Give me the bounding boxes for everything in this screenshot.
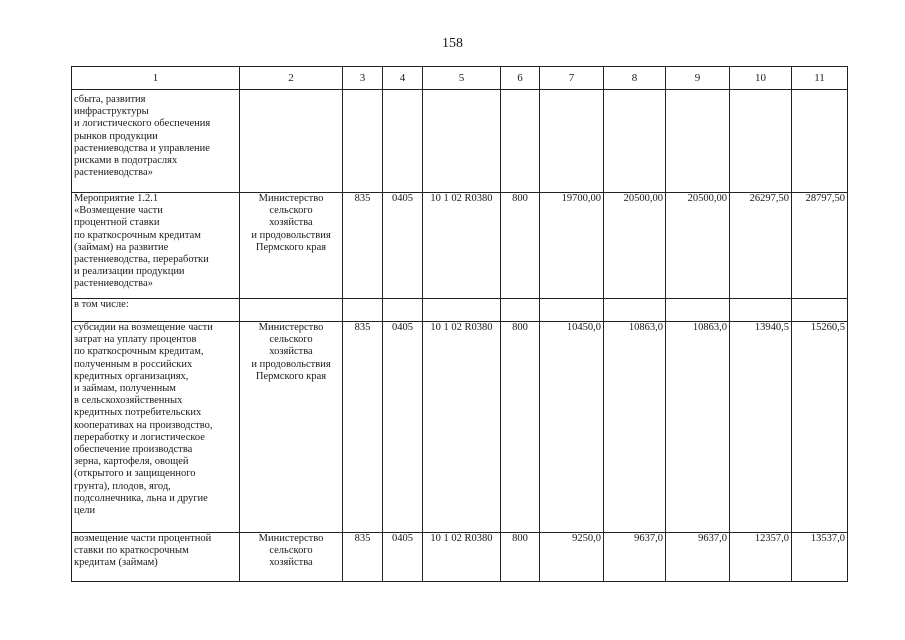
row-section: 0405 [383,193,423,299]
column-header: 9 [666,67,730,90]
row-value-col7: 9250,0 [540,533,604,582]
row-vr [501,299,540,322]
column-header: 7 [540,67,604,90]
row-csr: 10 1 02 R0380 [423,322,501,533]
row-value-col8: 10863,0 [604,322,666,533]
table-row [72,193,848,299]
row-section: 0405 [383,322,423,533]
row-value-col10 [730,90,792,193]
row-value-col8 [604,299,666,322]
column-header: 6 [501,67,540,90]
row-section: 0405 [383,533,423,582]
row-value-col8: 9637,0 [604,533,666,582]
row-ministry: Министерство сельского хозяйства и продовольствия Пермского края [240,193,343,299]
row-name: возмещение части процентной ставки по краткосрочным кредитам (займам) [72,533,240,582]
row-name: Мероприятие 1.2.1 «Возмещение части процентной ставки по краткосрочным кредитам (займам) на развитие растениеводства, переработки и реализации продукции растениеводства» [72,193,240,299]
row-section [383,299,423,322]
row-value-col7 [540,90,604,193]
row-vr: 800 [501,322,540,533]
column-header: 4 [383,67,423,90]
column-header: 11 [792,67,848,90]
row-ministry: Министерство сельского хозяйства и продовольствия Пермского края [240,322,343,533]
column-header: 8 [604,67,666,90]
row-value-col7: 19700,00 [540,193,604,299]
table-row [72,322,848,533]
row-vr: 800 [501,193,540,299]
row-value-col7 [540,299,604,322]
budget-table [71,66,848,582]
row-value-col8: 20500,00 [604,193,666,299]
page-number: 158 [442,36,463,51]
row-value-col10 [730,299,792,322]
row-value-col9: 10863,0 [666,322,730,533]
row-ministry [240,90,343,193]
row-name: субсидии на возмещение части затрат на уплату процентов по краткосрочным кредитам, полученным в российских кредитных организациях, и займам, полученным в сельскохозяйственных кредитных потребительских кооперативах на производство, переработку и логистическое обеспечение производства зерна, картофеля, овощей (открытого и защищенного грунта), плодов, ягод, подсолнечника, льна и другие цели [72,322,240,533]
row-name: в том числе: [72,299,240,322]
row-grbs: 835 [343,322,383,533]
row-value-col10: 26297,50 [730,193,792,299]
row-csr [423,299,501,322]
column-header-row [72,67,848,90]
row-value-col8 [604,90,666,193]
row-value-col11 [792,299,848,322]
row-grbs: 835 [343,533,383,582]
column-header: 1 [72,67,240,90]
row-section [383,90,423,193]
row-value-col9 [666,299,730,322]
row-csr: 10 1 02 R0380 [423,533,501,582]
row-ministry [240,299,343,322]
row-csr [423,90,501,193]
row-value-col11 [792,90,848,193]
table-row [72,299,848,322]
column-header: 3 [343,67,383,90]
column-header: 2 [240,67,343,90]
row-vr: 800 [501,533,540,582]
row-grbs: 835 [343,193,383,299]
row-ministry: Министерство сельского хозяйства [240,533,343,582]
row-csr: 10 1 02 R0380 [423,193,501,299]
row-value-col10: 13940,5 [730,322,792,533]
row-value-col10: 12357,0 [730,533,792,582]
row-value-col9: 9637,0 [666,533,730,582]
row-value-col7: 10450,0 [540,322,604,533]
row-value-col11: 13537,0 [792,533,848,582]
row-vr [501,90,540,193]
row-value-col9: 20500,00 [666,193,730,299]
column-header: 10 [730,67,792,90]
row-grbs [343,90,383,193]
row-value-col11: 15260,5 [792,322,848,533]
row-name: сбыта, развития инфраструктуры и логистического обеспечения рынков продукции растениеводства и управление рисками в подотраслях растениеводства» [72,90,240,193]
table-row [72,533,848,582]
row-value-col11: 28797,50 [792,193,848,299]
row-value-col9 [666,90,730,193]
table-row [72,90,848,193]
row-grbs [343,299,383,322]
column-header: 5 [423,67,501,90]
